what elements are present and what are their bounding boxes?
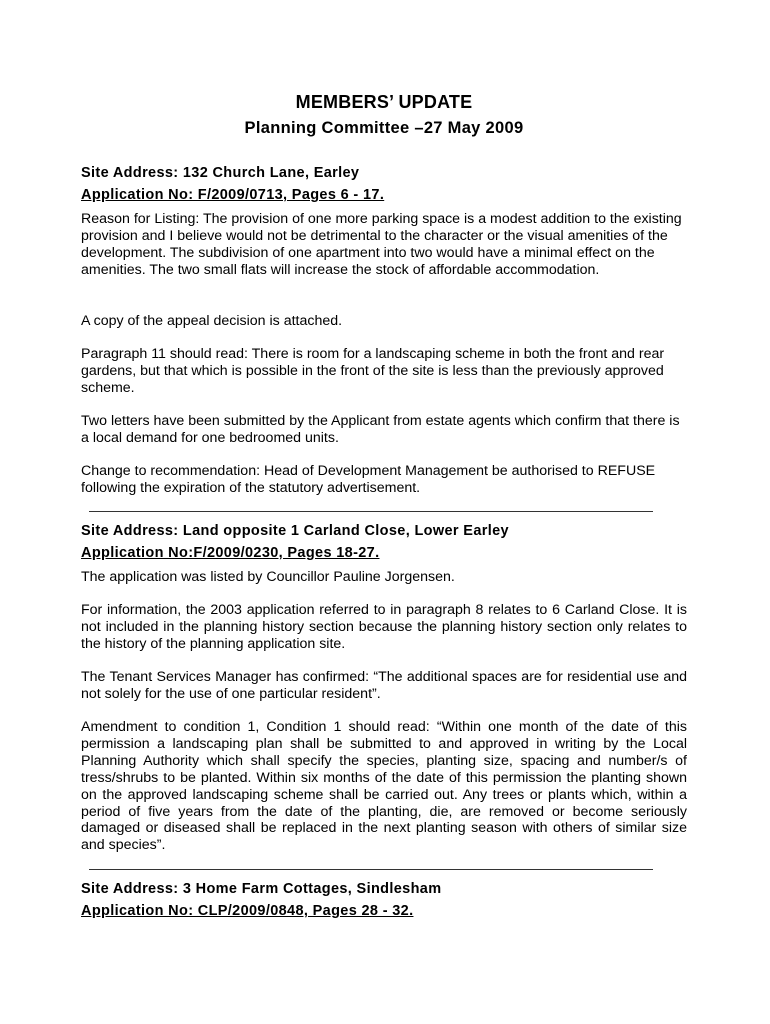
application-number-1: Application No: F/2009/0713, Pages 6 - 17. <box>81 187 385 203</box>
item-2-information-paragraph: For information, the 2003 application referred to in paragraph 8 relates to 6 Carland Close. It is not included in the planning history section because the planning history section only relates to the history of the planning application site. <box>81 602 687 652</box>
site-address-1: Site Address: 132 Church Lane, Earley <box>81 165 360 181</box>
item-2-tenant-paragraph: The Tenant Services Manager has confirmed: “The additional spaces are for residential use and not solely for the use of one particular resident”. <box>81 669 687 702</box>
section-divider-2 <box>89 869 653 870</box>
document-title: MEMBERS’ UPDATE <box>295 92 473 112</box>
item-1-recommendation-paragraph: Change to recommendation: Head of Development Management be authorised to REFUSE following the expiration of the statutory advertisement. <box>81 463 656 496</box>
item-1-appeal-paragraph: A copy of the appeal decision is attached. <box>81 313 343 329</box>
section-divider-1 <box>89 511 653 512</box>
item-1-paragraph-11: Paragraph 11 should read: There is room for a landscaping scheme in both the front and rear gardens, but that which is possible in the front of the site is less than the previously approved scheme. <box>81 346 665 396</box>
application-number-3: Application No: CLP/2009/0848, Pages 28 - 32. <box>81 903 414 919</box>
item-1-reason-paragraph: Reason for Listing: The provision of one more parking space is a modest addition to the existing provision and I believe would not be detrimental to the character or the visual amenities of the development. The subdivision of one apartment into two would have a minimal effect on the amenities. The two small flats will increase the stock of affordable accommodation. <box>81 211 682 278</box>
application-number-2: Application No:F/2009/0230, Pages 18-27. <box>81 545 380 561</box>
site-address-2: Site Address: Land opposite 1 Carland Close, Lower Earley <box>81 523 509 539</box>
item-2-condition-paragraph: Amendment to condition 1, Condition 1 should read: “Within one month of the date of this permission a landscaping plan shall be submitted to and approved in writing by the Local Planning Authority which shall specify the species, planting size, spacing and number/s of tress/shrubs to be planted. Within six months of the date of this permission the planting shown on the approved landscaping scheme shall be carried out. Any trees or plants which, within a period of five years from the date of the planting, die, are removed or become seriously damaged or diseased shall be replaced in the next planting season with others of similar size and species”. <box>81 719 687 854</box>
document-subtitle: Planning Committee –27 May 2009 <box>244 119 524 137</box>
item-1-letters-paragraph: Two letters have been submitted by the Applicant from estate agents which confirm that there is a local demand for one bedroomed units. <box>81 413 680 446</box>
item-2-listing-paragraph: The application was listed by Councillor Pauline Jorgensen. <box>81 569 455 585</box>
site-address-3: Site Address: 3 Home Farm Cottages, Sindlesham <box>81 881 442 897</box>
